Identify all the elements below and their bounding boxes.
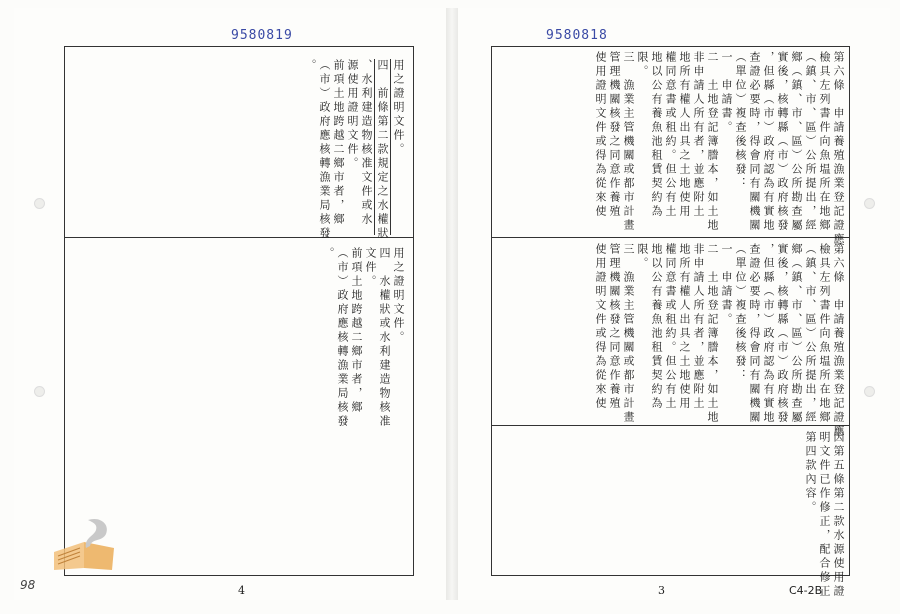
text-column: 一 申請書。 <box>720 51 733 135</box>
text-column: 因第五條第二款水源使用證 <box>832 431 845 599</box>
text-column: 三 漁業主管機關或都市計畫 <box>622 51 635 233</box>
text-column: 使用證明文件或得為從來使 <box>594 243 607 411</box>
text-column: （鎮、市、區）公所提出，經 <box>804 51 817 233</box>
right-original-text <box>593 243 845 439</box>
text-column: 使用證明文件或得為從來使 <box>594 51 607 219</box>
text-column: 一 申請書。 <box>720 243 733 327</box>
binding-hole <box>864 386 875 397</box>
text-column: 第四款內容。 <box>804 431 817 515</box>
text-column: （市）政府應核轉漁業局核發 <box>318 59 331 241</box>
right-amended-text <box>593 51 845 247</box>
page-stamp-number: 9580819 <box>231 28 293 43</box>
binding-hole <box>34 386 45 397</box>
text-column: （市）政府應核轉漁業局核發 <box>336 247 349 429</box>
text-column: 前項土地跨越二鄉市者，鄉 <box>332 59 345 227</box>
text-column: 。 <box>322 247 335 261</box>
text-column: 限。 <box>636 51 649 79</box>
text-column: 第六條 申請養殖漁業登記證應 <box>832 243 845 439</box>
text-column: 文件。 <box>364 247 377 289</box>
text-column: 鄉（鎮、市、區）公所勘查屬 <box>790 51 803 233</box>
text-column: 實後，核轉縣（市）政府核發 <box>776 51 789 233</box>
handwritten-page-number: 98 <box>20 578 36 592</box>
row-divider <box>492 237 849 238</box>
text-column: 地以公有養魚池租賃契約為 <box>650 243 663 411</box>
text-column: 四 水權狀或水利建造物核准 <box>378 247 391 429</box>
text-column: 實後，核轉縣（市）政府核發 <box>776 243 789 425</box>
left-amended-text <box>303 59 405 241</box>
text-column: （鎮、市、區）公所提出，經 <box>804 243 817 425</box>
text-column: 四 前條第二款規定之水權狀 <box>376 59 389 241</box>
text-column: 地所有權人出具之土地使用 <box>678 243 691 411</box>
text-column: 二 土地登記簿謄本，如土地 <box>706 51 719 233</box>
page-number: 3 <box>658 584 665 597</box>
text-column: 檢具左列書件向魚塭所在地鄉 <box>818 243 831 425</box>
text-column: 地以公有養魚池租賃契約為 <box>650 51 663 219</box>
text-column: 管理機關核發之同意作養殖 <box>608 51 621 219</box>
text-column: 地所有權人出具之土地使用 <box>678 51 691 219</box>
text-column: 源使用證明文件。 <box>346 59 359 171</box>
text-column: 三 漁業主管機關或都市計畫 <box>622 243 635 425</box>
binding-hole <box>864 198 875 209</box>
text-column: 非申請人所有者，並應附土 <box>692 51 705 219</box>
text-column: 。 <box>304 59 317 73</box>
text-column: 查證必要時，得會同有關機關 <box>748 243 761 425</box>
left-original-text <box>321 247 405 429</box>
page-stamp-number: 9580818 <box>546 28 608 43</box>
text-column: （單位）複查後核發： <box>734 243 747 383</box>
text-column: 權同意書或租約。但公有土 <box>664 243 677 411</box>
row-divider <box>65 237 413 238</box>
left-table <box>64 46 414 576</box>
text-column: （單位）複查後核發： <box>734 51 747 191</box>
text-column: 鄉（鎮、市、區）公所勘查屬 <box>790 243 803 425</box>
text-column: 限。 <box>636 243 649 271</box>
text-column: 查證必要時，得會同有關機關 <box>748 51 761 233</box>
text-column: 檢具左列書件向魚塭所在地鄉 <box>818 51 831 233</box>
row-divider <box>492 425 849 426</box>
page-code: C4-2B <box>789 584 823 597</box>
text-column: 權同意書或租約。但公有土 <box>664 51 677 219</box>
page-number: 4 <box>238 584 245 597</box>
text-column: 用之證明文件。 <box>392 247 405 345</box>
library-logo-icon <box>48 512 124 574</box>
text-column: 明文件已作修正，配合修正 <box>818 431 831 599</box>
text-column: 非申請人所有者，並應附土 <box>692 243 705 411</box>
text-column: 、水利建造物核准文件或水 <box>359 59 375 235</box>
book-gutter <box>446 8 458 600</box>
binding-hole <box>34 198 45 209</box>
text-column: 管理機關核發之同意作養殖 <box>608 243 621 411</box>
text-column: 二 土地登記簿謄本，如土地 <box>706 243 719 425</box>
text-column: 前項土地跨越二鄉市者，鄉 <box>350 247 363 415</box>
text-column: ，但縣（市）政府認為有實地 <box>762 51 775 233</box>
text-column: 用之證明文件。 <box>392 59 405 157</box>
text-column: 第六條 申請養殖漁業登記證應 <box>832 51 845 247</box>
text-column: ，但縣（市）政府認為有實地 <box>762 243 775 425</box>
